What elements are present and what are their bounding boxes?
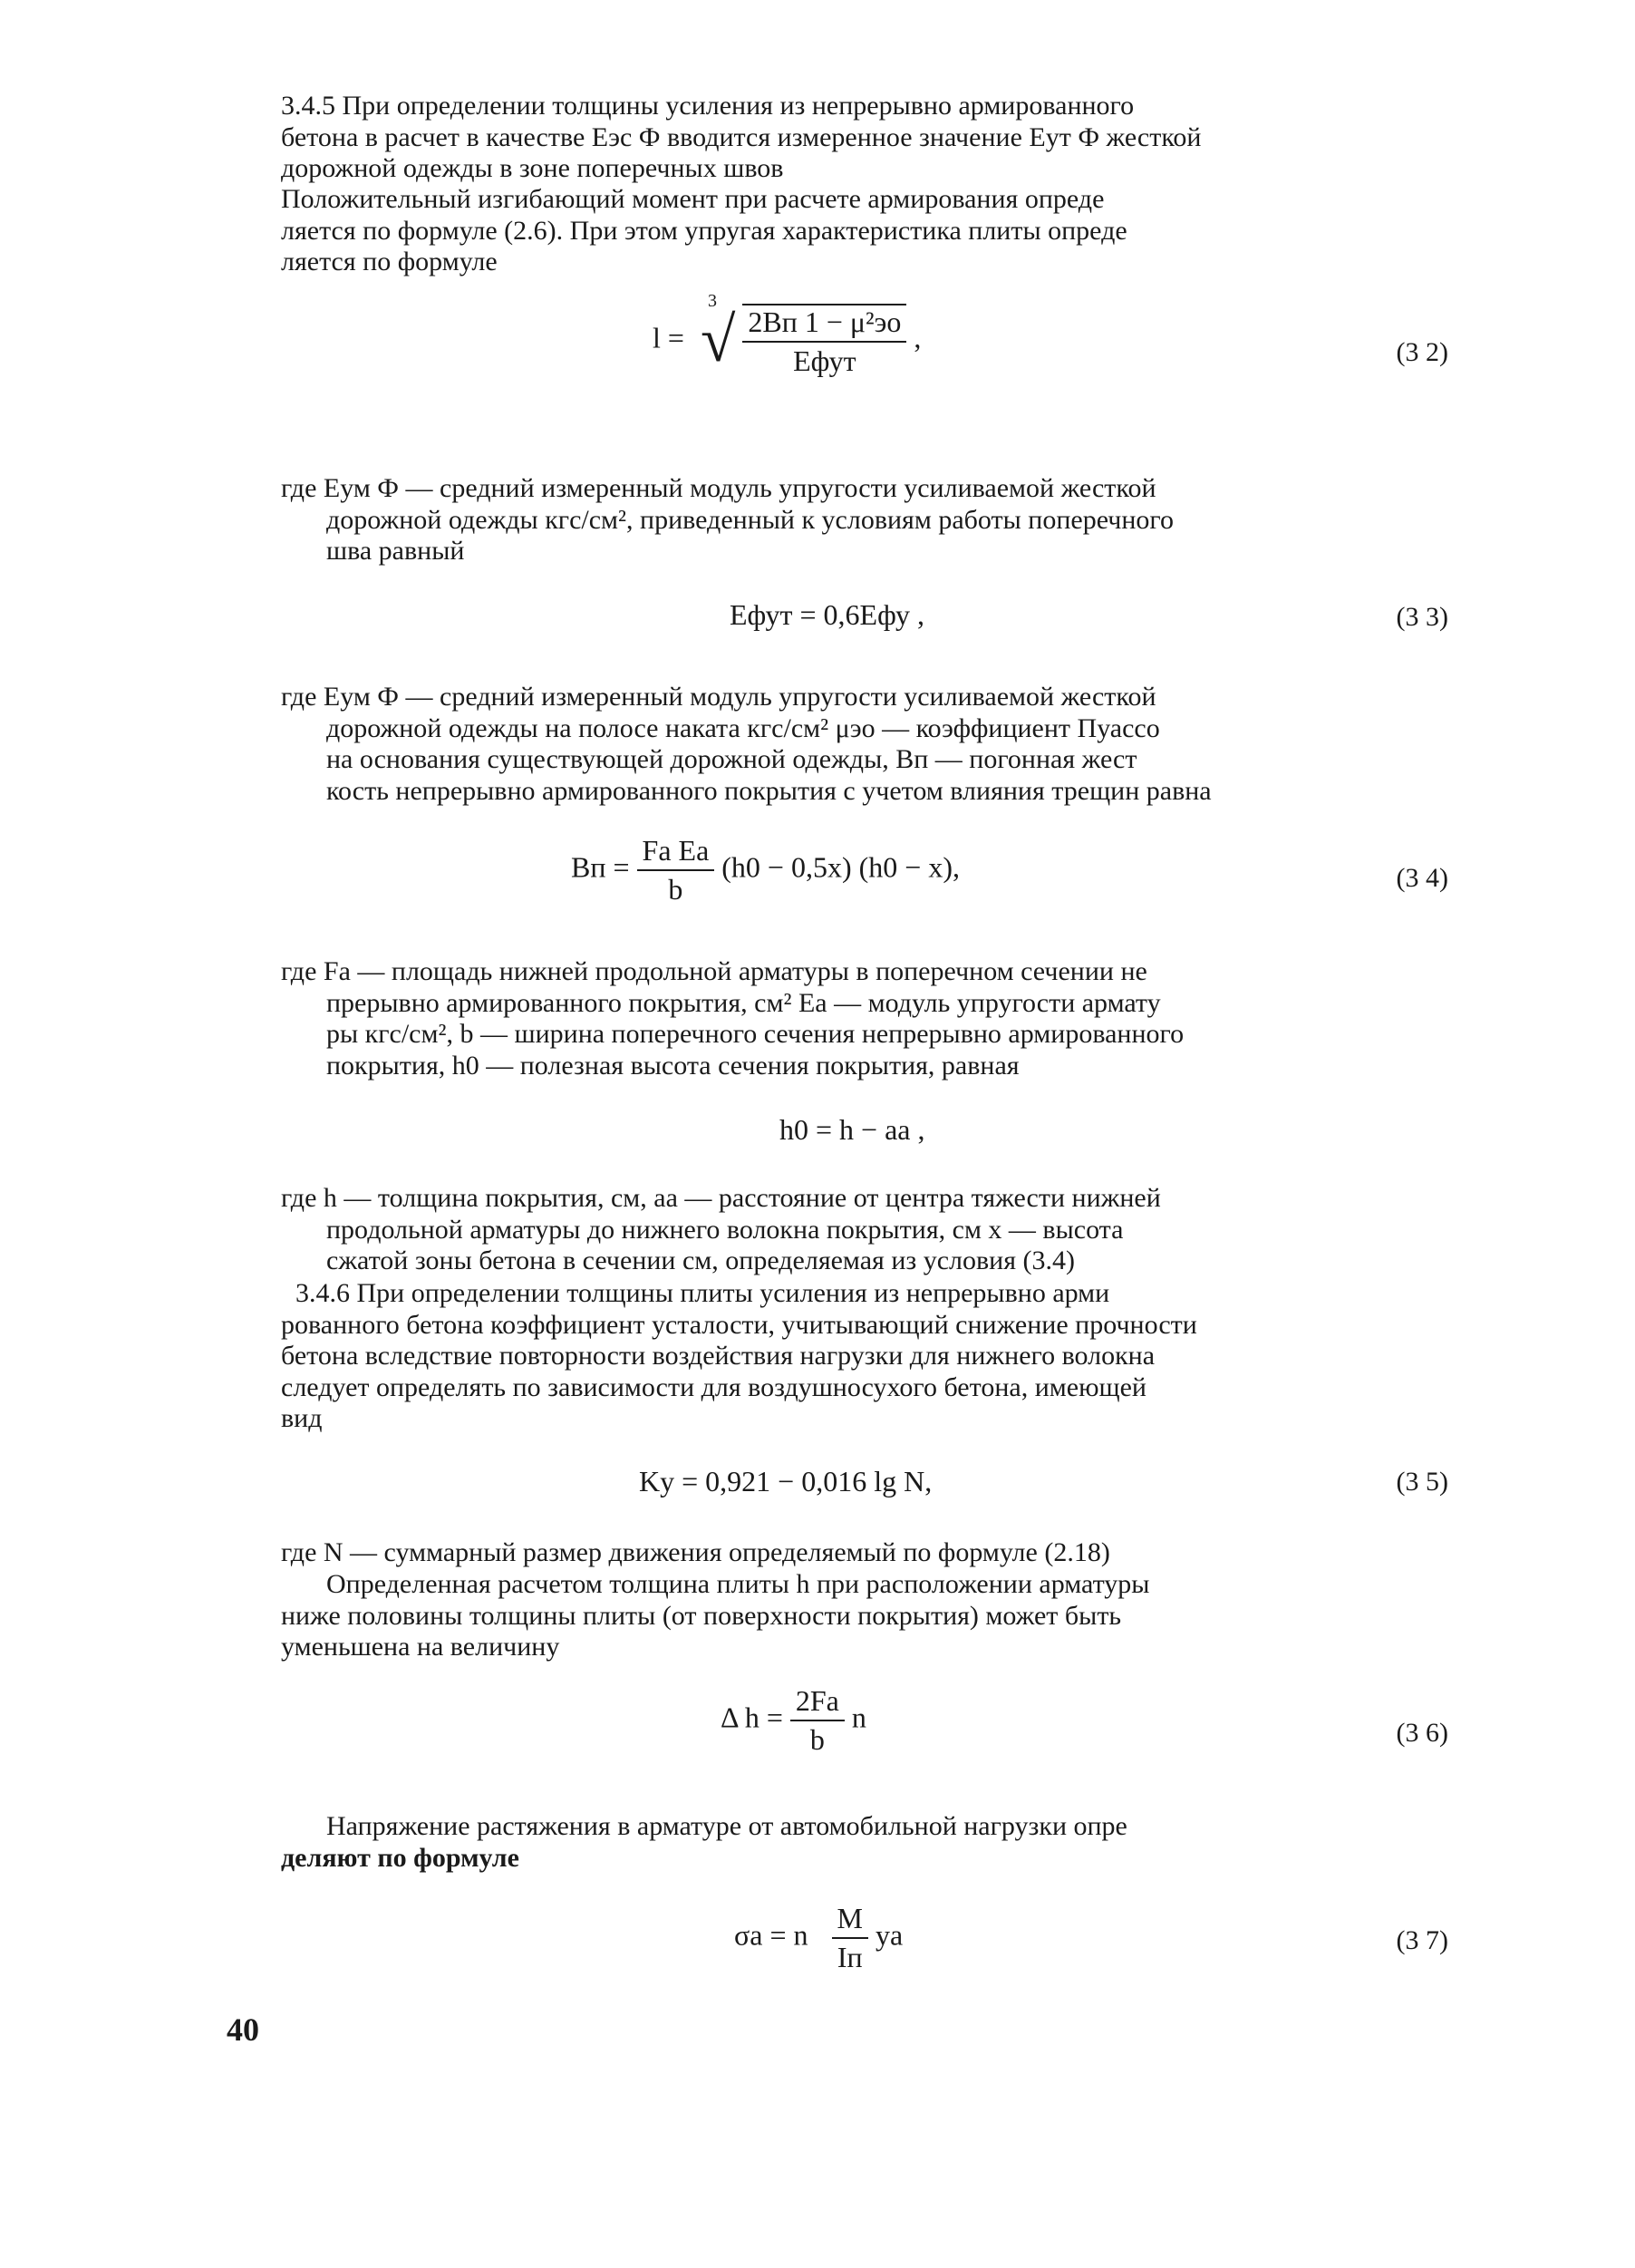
denominator: Eфут	[793, 344, 856, 377]
paragraph-stress	[281, 1811, 1459, 1874]
eq-lhs: σа = n	[734, 1918, 808, 1952]
paragraph-where-eum	[281, 473, 1459, 567]
text-line: шва равный	[326, 536, 465, 566]
equation-3-5: Kу = 0,921 − 0,016 lg N,	[639, 1465, 933, 1497]
text-line: бетона в расчет в качестве Eэс Ф вводится измеренное значение Eут Ф жесткой	[281, 121, 1202, 152]
fraction	[790, 1684, 845, 1757]
radical-index: 3	[707, 291, 717, 311]
paragraph-where-gum	[281, 682, 1459, 807]
paragraph-346	[281, 1278, 1459, 1435]
eq-lhs: Δ h =	[721, 1701, 783, 1734]
eq-lhs: l =	[653, 321, 684, 354]
paragraph-where-fa	[281, 956, 1459, 1081]
text-line: рованного бетона коэффициент усталости, учитывающий снижение прочности	[281, 1309, 1197, 1340]
text-line: покрытия, h0 — полезная высота сечения покрытия, равная	[326, 1050, 1020, 1081]
equation-3-6	[721, 1684, 866, 1757]
text-line: где Fа — площадь нижней продольной арматуры в поперечном сечении не	[281, 956, 1147, 986]
text-line: 3.4.6 При определении толщины плиты усиления из непрерывно арми	[295, 1278, 1110, 1308]
text-line: 3.4.5 При определении толщины усиления из непрерывно армированного	[281, 91, 1135, 121]
text-line: ры кгс/см², b — ширина поперечного сечения непрерывно армированного	[326, 1019, 1185, 1049]
equation-number: (3 7)	[1396, 1925, 1448, 1955]
fraction	[832, 1902, 868, 1974]
text-line: вид	[281, 1403, 323, 1433]
text-line: ляется по формуле (2.6). При этом упругая характеристика плиты опреде	[281, 215, 1127, 246]
text-line: прерывно армированного покрытия, см² Eа — модуль упругости армату	[326, 987, 1161, 1018]
equation-3-2	[653, 291, 922, 378]
equation-number: (3 4)	[1396, 863, 1448, 893]
equation-number: (3 2)	[1396, 337, 1448, 367]
eq-tail: ,	[914, 321, 922, 354]
eq-rest: (h0 − 0,5x) (h0 − x),	[721, 850, 960, 884]
numerator: 2Bп 1 − μ²эо	[742, 305, 906, 343]
text-line: сжатой зоны бетона в сечении см, определяемая из условия (3.4)	[326, 1245, 1076, 1275]
text-line: Положительный изгибающий момент при расчете армирования опреде	[281, 184, 1105, 214]
text-line: Напряжение растяжения в арматуре от автомобильной нагрузки опре	[326, 1811, 1127, 1841]
text-line: деляют по формуле	[281, 1842, 519, 1873]
text-line: кость непрерывно армированного покрытия с учетом влияния трещин равна	[326, 775, 1212, 806]
text-line: продольной арматуры до нижнего волокна покрытия, см x — высота	[326, 1214, 1124, 1245]
text-line: где N — суммарный размер движения определяемый по формуле (2.18)	[281, 1537, 1110, 1567]
paragraph-thickness	[281, 1569, 1459, 1663]
text-line: ниже половины толщины плиты (от поверхности покрытия) может быть	[281, 1600, 1122, 1631]
text-line: дорожной одежды в зоне поперечных швов	[281, 153, 784, 183]
text-line: уменьшена на величину	[281, 1632, 560, 1662]
paragraph-where-h	[281, 1183, 1459, 1277]
equation-3-7	[734, 1902, 903, 1974]
text-line: где Eум Ф — средний измеренный модуль упругости усиливаемой жесткой	[281, 682, 1156, 712]
equation-3-4	[571, 834, 960, 906]
numerator: M	[832, 1902, 868, 1939]
fraction	[742, 304, 906, 378]
numerator: 2Fа	[790, 1684, 845, 1721]
denominator: b	[809, 1723, 825, 1756]
denominator: Iп	[837, 1941, 863, 1973]
text-line: где h — толщина покрытия, см, aа — расстояние от центра тяжести нижней	[281, 1183, 1161, 1213]
radical-sign: √	[700, 305, 736, 375]
text-line: бетона вследствие повторности воздействия нагрузки для нижнего волокна	[281, 1341, 1156, 1371]
text-line: Определенная расчетом толщина плиты h при расположении арматуры	[326, 1569, 1150, 1599]
equation-number: (3 5)	[1396, 1467, 1448, 1497]
paragraph-345	[281, 91, 1459, 185]
paragraph-where-n	[281, 1537, 1459, 1569]
equation-number: (3 3)	[1396, 602, 1448, 632]
eq-lhs: Bп =	[571, 850, 630, 884]
text-line: на основания существующей дорожной одежды, Bп — погонная жест	[326, 744, 1137, 774]
fraction	[637, 834, 715, 906]
eq-rest: yа	[875, 1918, 904, 1952]
text-line: дорожной одежды на полосе наката кгс/см² μэо — коэффициент Пуассо	[326, 712, 1160, 743]
text-line: где Eум Ф — средний измеренный модуль упругости усиливаемой жесткой	[281, 473, 1156, 503]
text-line: следует определять по зависимости для воздушносухого бетона, имеющей	[281, 1371, 1146, 1402]
paragraph-moment	[281, 184, 1459, 278]
equation-number: (3 6)	[1396, 1718, 1448, 1748]
page-number: 40	[227, 2011, 259, 2048]
equation-h0: h0 = h − aа ,	[779, 1113, 925, 1146]
denominator: b	[668, 873, 683, 906]
equation-3-3: Eфут = 0,6Eфу ,	[730, 598, 924, 631]
text-line: дорожной одежды кгс/см², приведенный к условиям работы поперечного	[326, 504, 1174, 535]
eq-rest: n	[851, 1701, 866, 1734]
text-line: ляется по формуле	[281, 247, 498, 276]
numerator: Fа Eа	[637, 834, 715, 871]
